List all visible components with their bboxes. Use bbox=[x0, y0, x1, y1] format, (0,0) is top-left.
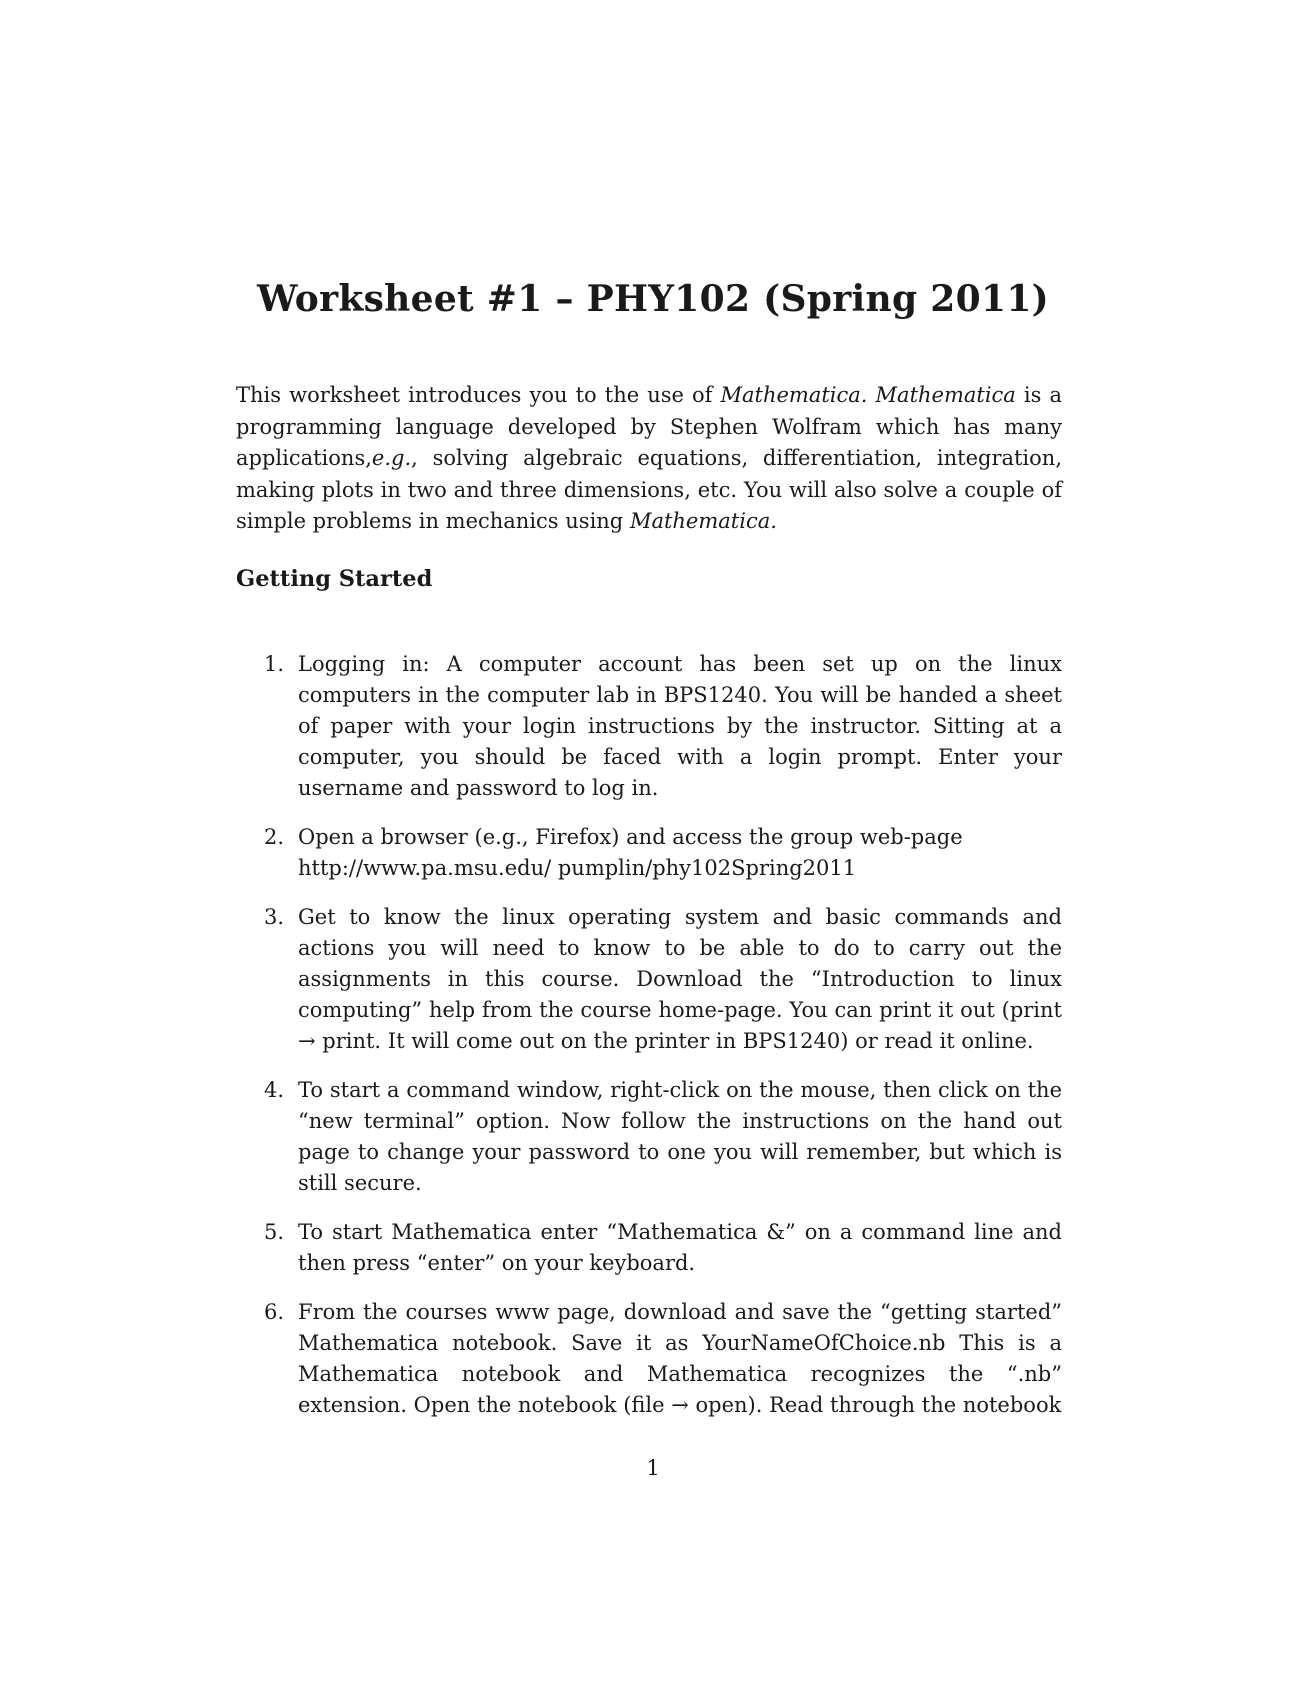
step-number: 5. bbox=[264, 1220, 285, 1244]
step-item-4 bbox=[236, 1075, 1062, 1199]
step-text: Open a browser (e.g., Firefox) and access the group web-page bbox=[298, 825, 963, 849]
step-number: 3. bbox=[264, 905, 285, 929]
intro-emphasis-4: Mathematica. bbox=[629, 509, 777, 533]
step-item-2 bbox=[236, 822, 1062, 884]
intro-text-3: is a programming language developed by Stephen Wolfram which has many applications, bbox=[236, 383, 1062, 470]
step-item-5 bbox=[236, 1217, 1062, 1279]
step-item-1 bbox=[236, 649, 1062, 804]
intro-emphasis-2: Mathematica bbox=[875, 383, 1016, 407]
page-number: 1 bbox=[646, 1456, 660, 1480]
intro-text-1: This worksheet introduces you to the use of bbox=[236, 383, 721, 407]
page-title: Worksheet #1 – PHY102 (Spring 2011) bbox=[256, 278, 1050, 320]
step-item-3 bbox=[236, 902, 1062, 1057]
step-number: 6. bbox=[264, 1300, 285, 1324]
step-text: To start a command window, right-click on the mouse, then click on the “new terminal” option. Now follow the instructions on the hand out page to change your password to one you will remember, but which is still secure. bbox=[298, 1078, 1062, 1195]
step-item-6 bbox=[236, 1297, 1062, 1421]
step-number: 1. bbox=[264, 652, 285, 676]
intro-text-4: , solving algebraic equations, differentiation, integration, making plots in two and three dimensions, etc. You will also solve a couple of simple problems in mechanics using bbox=[236, 446, 1062, 533]
intro-text-2 bbox=[867, 383, 875, 407]
intro-emphasis-3: e.g. bbox=[371, 446, 412, 470]
step-number: 4. bbox=[264, 1078, 285, 1102]
section-heading: Getting Started bbox=[236, 566, 433, 592]
step-text: From the courses www page, download and save the “getting started” Mathematica notebook. Save it as YourNameOfChoice.nb This is a Mathematica notebook and Mathematica recognizes the “.nb” extension. Open the notebook (file → open). Read through the notebook bbox=[298, 1300, 1062, 1417]
step-text: To start Mathematica enter “Mathematica &” on a command line and then press “enter” on your keyboard. bbox=[298, 1220, 1062, 1275]
step-text: Get to know the linux operating system and basic commands and actions you will need to know to be able to do to carry out the assignments in this course. Download the “Introduction to linux computing” help from the course home-page. You can print it out (print → print. It will come out on the printer in BPS1240) or read it online. bbox=[298, 905, 1062, 1053]
step-text: Logging in: A computer account has been set up on the linux computers in the computer lab in BPS1240. You will be handed a sheet of paper with your login instructions by the instructor. Sitting at a computer, you should be faced with a login prompt. Enter your username and password to log in. bbox=[298, 652, 1062, 800]
intro-paragraph bbox=[236, 380, 1062, 538]
step-number: 2. bbox=[264, 825, 285, 849]
intro-emphasis-1: Mathematica. bbox=[720, 383, 868, 407]
group-webpage-url: http://www.pa.msu.edu/ pumplin/phy102Spring2011 bbox=[298, 856, 857, 880]
steps-list bbox=[236, 649, 1062, 1439]
